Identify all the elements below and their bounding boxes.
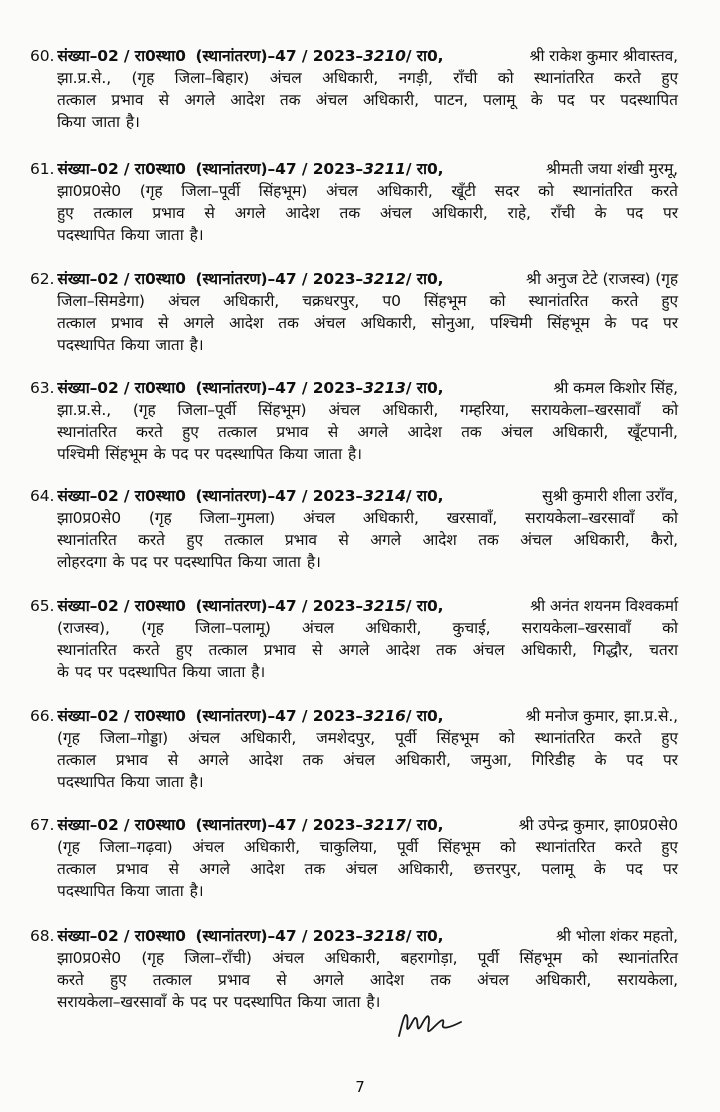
order-entry [30, 157, 678, 245]
entry-number: 62. [30, 270, 55, 288]
ref-mid: (स्थानांतरण)–47 / 2023– [195, 270, 364, 288]
ref-prefix: संख्या–02 / रा0स्था0 [57, 597, 186, 615]
entry-reference [30, 813, 443, 835]
ref-suffix: / रा0, [405, 487, 444, 505]
entry-first-line [30, 267, 678, 289]
entry-reference [30, 594, 443, 616]
ref-prefix: संख्या–02 / रा0स्था0 [57, 47, 186, 65]
entry-first-line [30, 484, 678, 506]
entry-reference [30, 704, 443, 726]
ref-mid: (स्थानांतरण)–47 / 2023– [195, 379, 364, 397]
order-entry [30, 704, 678, 792]
ref-suffix: / रा0, [405, 160, 444, 178]
entry-line: झा.प्र.से., (गृह जिला–पूर्वी सिंहभूम) अंचल अधिकारी, गम्हरिया, सरायकेला–खरसावाँ को [57, 401, 678, 419]
ref-number: 3213 [363, 379, 406, 397]
entry-first-line [30, 813, 678, 835]
page-number: 7 [355, 1078, 365, 1096]
ref-mid: (स्थानांतरण)–47 / 2023– [195, 816, 364, 834]
ref-number: 3218 [363, 927, 406, 945]
entry-first-line [30, 44, 678, 66]
ref-suffix: / रा0, [405, 47, 444, 65]
entry-line: स्थानांतरित करते हुए तत्काल प्रभाव से अगले आदेश तक अंचल अधिकारी, गिद्धौर, चतरा [57, 641, 678, 659]
ref-mid: (स्थानांतरण)–47 / 2023– [195, 160, 364, 178]
entry-number: 61. [30, 160, 55, 178]
entry-line: (गृह जिला–गढ़वा) अंचल अधिकारी, चाकुलिया, पूर्वी सिंहभूम को स्थानांतरित करते हुए [57, 838, 678, 856]
ref-number: 3212 [363, 270, 406, 288]
order-entry [30, 484, 678, 572]
entry-line: किया जाता है। [57, 113, 140, 131]
entry-number: 63. [30, 379, 55, 397]
ref-suffix: / रा0, [405, 816, 444, 834]
entry-name: श्री अनुज टेटे (राजस्व) (गृह [526, 270, 678, 288]
entry-first-line [30, 376, 678, 398]
ref-suffix: / रा0, [405, 597, 444, 615]
entry-first-line [30, 704, 678, 726]
ref-number: 3215 [363, 597, 406, 615]
ref-prefix: संख्या–02 / रा0स्था0 [57, 927, 186, 945]
ref-mid: (स्थानांतरण)–47 / 2023– [195, 487, 364, 505]
entry-line: पदस्थापित किया जाता है। [57, 336, 204, 354]
entry-line: हुए तत्काल प्रभाव से अगले आदेश तक अंचल अधिकारी, राहे, राँची के पद पर [57, 204, 678, 222]
entry-line: पदस्थापित किया जाता है। [57, 773, 204, 791]
entry-reference [30, 44, 443, 66]
entry-line: तत्काल प्रभाव से अगले आदेश तक अंचल अधिकारी, पाटन, पलामू के पद पर पदस्थापित [57, 91, 678, 109]
entry-name: श्री उपेन्द्र कुमार, झा0प्र0से0 [518, 816, 678, 834]
entry-line: जिला–सिमडेगा) अंचल अधिकारी, चक्रधरपुर, प0 सिंहभूम को स्थानांतरित करते हुए [57, 292, 678, 310]
entry-reference [30, 267, 443, 289]
entry-line: लोहरदगा के पद पर पदस्थापित किया जाता है। [57, 553, 321, 571]
order-entry [30, 924, 678, 1012]
order-entry [30, 594, 678, 682]
entry-name: श्री अनंत शयनम विश्वकर्मा [530, 597, 678, 615]
entry-name: सुश्री कुमारी शीला उराँव, [542, 487, 678, 505]
entry-line: के पद पर पदस्थापित किया जाता है। [57, 663, 266, 681]
entry-name: श्रीमती जया शंखी मुरमू, [545, 160, 678, 178]
entry-reference [30, 157, 443, 179]
ref-number: 3214 [363, 487, 406, 505]
ref-prefix: संख्या–02 / रा0स्था0 [57, 816, 186, 834]
entry-line: स्थानांतरित करते हुए तत्काल प्रभाव से अगले आदेश तक अंचल अधिकारी, कैरो, [57, 531, 678, 549]
entry-first-line [30, 594, 678, 616]
entry-name: श्री भोला शंकर महतो, [556, 927, 678, 945]
signature-mark [395, 1006, 465, 1040]
entry-line: पदस्थापित किया जाता है। [57, 226, 204, 244]
ref-suffix: / रा0, [405, 707, 444, 725]
ref-prefix: संख्या–02 / रा0स्था0 [57, 270, 186, 288]
ref-mid: (स्थानांतरण)–47 / 2023– [195, 707, 364, 725]
entry-line: तत्काल प्रभाव से अगले आदेश तक अंचल अधिकारी, छत्तरपुर, पलामू के पद पर [57, 860, 678, 878]
entry-name: श्री मनोज कुमार, झा.प्र.से., [525, 707, 678, 725]
entry-reference [30, 484, 443, 506]
ref-prefix: संख्या–02 / रा0स्था0 [57, 160, 186, 178]
entry-line: पश्चिमी सिंहभूम के पद पर पदस्थापित किया जाता है। [57, 445, 362, 463]
ref-suffix: / रा0, [405, 927, 444, 945]
ref-suffix: / रा0, [405, 379, 444, 397]
ref-mid: (स्थानांतरण)–47 / 2023– [195, 927, 364, 945]
order-entry [30, 376, 678, 464]
ref-mid: (स्थानांतरण)–47 / 2023– [195, 47, 364, 65]
ref-number: 3216 [363, 707, 406, 725]
entry-first-line [30, 157, 678, 179]
entry-number: 65. [30, 597, 55, 615]
ref-prefix: संख्या–02 / रा0स्था0 [57, 707, 186, 725]
entry-line: (राजस्व), (गृह जिला–पलामू) अंचल अधिकारी, कुचाई, सरायकेला–खरसावाँ को [57, 619, 678, 637]
entry-number: 66. [30, 707, 55, 725]
entry-number: 67. [30, 816, 55, 834]
entry-line: (गृह जिला–गोड्डा) अंचल अधिकारी, जमशेदपुर, पूर्वी सिंहभूम को स्थानांतरित करते हुए [57, 729, 678, 747]
order-entry [30, 44, 678, 132]
entry-line: झा0प्र0से0 (गृह जिला–पूर्वी सिंहभूम) अंचल अधिकारी, खूँटी सदर को स्थानांतरित करते [57, 182, 678, 200]
entry-line: तत्काल प्रभाव से अगले आदेश तक अंचल अधिकारी, सोनुआ, पश्चिमी सिंहभूम के पद पर [57, 314, 678, 332]
entry-line: झा.प्र.से., (गृह जिला–बिहार) अंचल अधिकारी, नगड़ी, राँची को स्थानांतरित करते हुए [57, 69, 678, 87]
entry-reference [30, 924, 443, 946]
entry-first-line [30, 924, 678, 946]
entry-line: सरायकेला–खरसावाँ के पद पर पदस्थापित किया जाता है। [57, 993, 381, 1011]
ref-number: 3211 [363, 160, 406, 178]
ref-prefix: संख्या–02 / रा0स्था0 [57, 487, 186, 505]
entry-line: स्थानांतरित करते हुए तत्काल प्रभाव से अगले आदेश तक अंचल अधिकारी, खूँटपानी, [57, 423, 678, 441]
entry-line: पदस्थापित किया जाता है। [57, 882, 204, 900]
entry-line: झा0प्र0से0 (गृह जिला–गुमला) अंचल अधिकारी, खरसावाँ, सरायकेला–खरसावाँ को [57, 509, 678, 527]
order-entry [30, 267, 678, 355]
entry-name: श्री राकेश कुमार श्रीवास्तव, [529, 47, 678, 65]
order-entry [30, 813, 678, 901]
ref-number: 3210 [363, 47, 406, 65]
entry-reference [30, 376, 443, 398]
entry-number: 68. [30, 927, 55, 945]
ref-mid: (स्थानांतरण)–47 / 2023– [195, 597, 364, 615]
entry-name: श्री कमल किशोर सिंह, [553, 379, 678, 397]
ref-prefix: संख्या–02 / रा0स्था0 [57, 379, 186, 397]
entry-line: तत्काल प्रभाव से अगले आदेश तक अंचल अधिकारी, जमुआ, गिरिडीह के पद पर [57, 751, 678, 769]
entry-line: करते हुए तत्काल प्रभाव से अगले आदेश तक अंचल अधिकारी, सरायकेला, [57, 971, 678, 989]
entry-number: 60. [30, 47, 55, 65]
ref-suffix: / रा0, [405, 270, 444, 288]
entry-line: झा0प्र0से0 (गृह जिला–राँची) अंचल अधिकारी, बहरागोड़ा, पूर्वी सिंहभूम को स्थानांतरित [57, 949, 678, 967]
ref-number: 3217 [363, 816, 406, 834]
entry-number: 64. [30, 487, 55, 505]
